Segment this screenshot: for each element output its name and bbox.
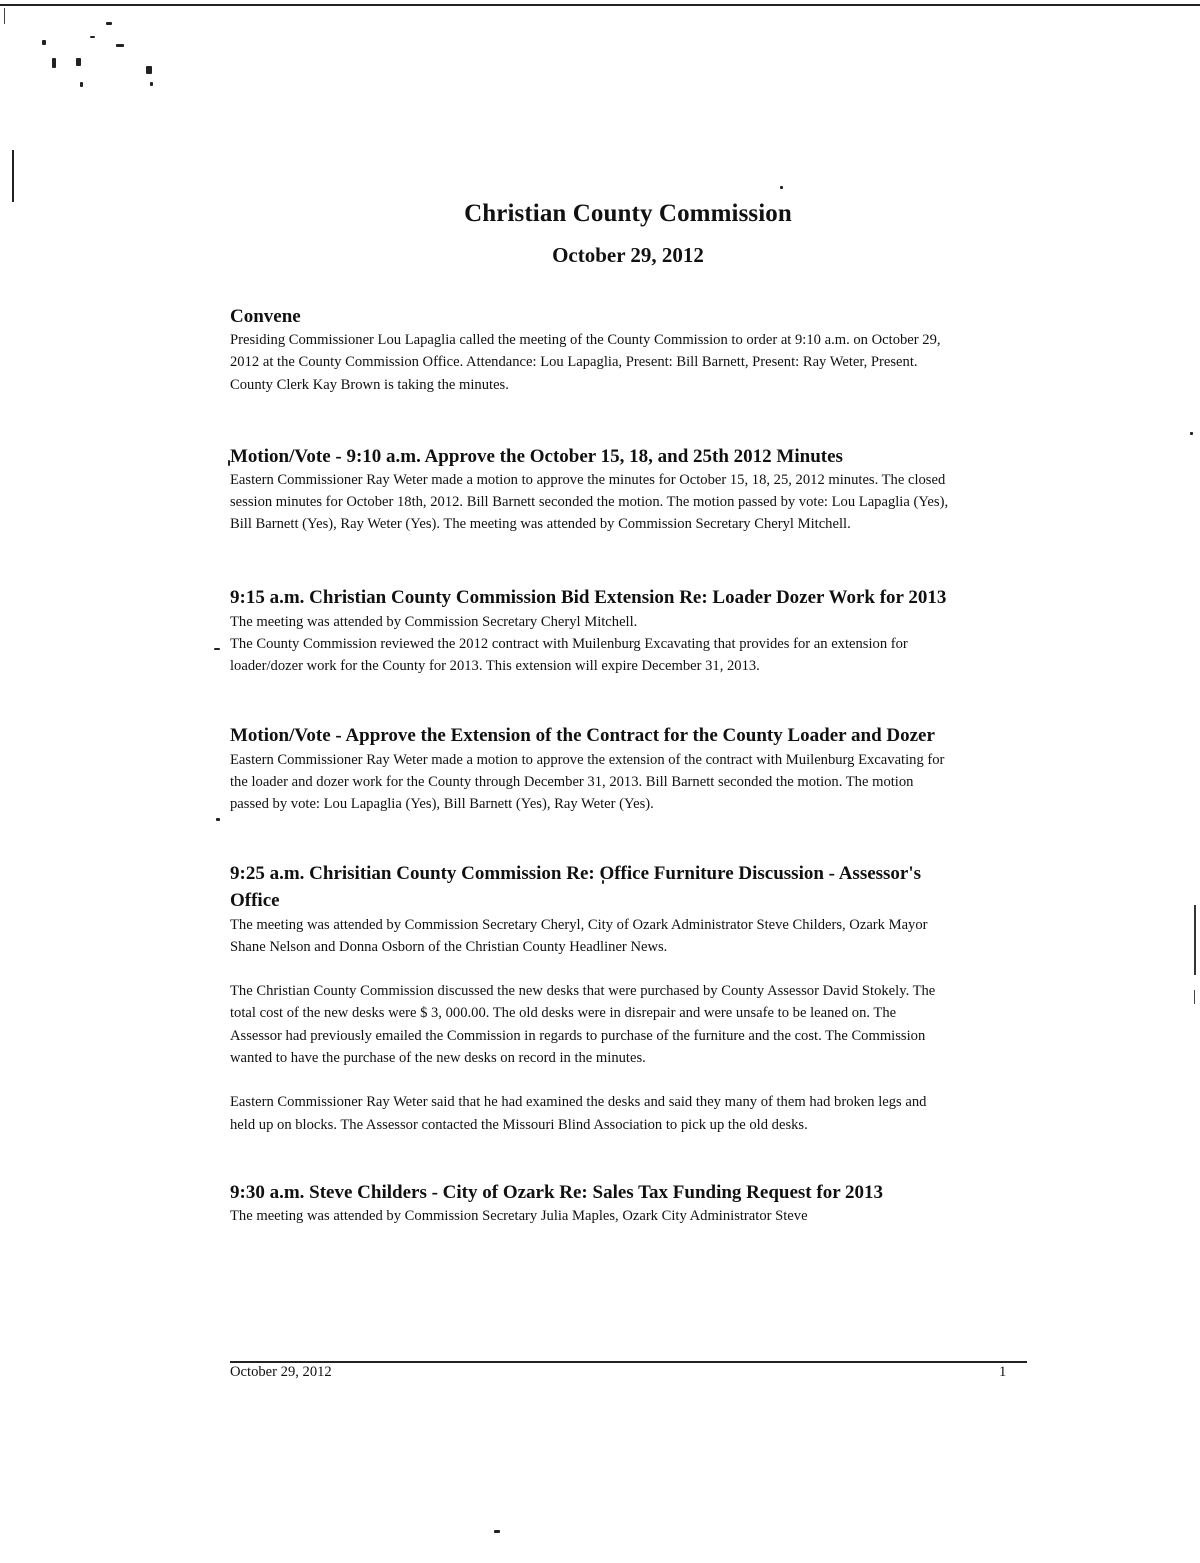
section-heading: 9:30 a.m. Steve Childers - City of Ozark Re: Sales Tax Funding Request for 2013 [230, 1181, 884, 1203]
section-paragraph: The meeting was attended by Commission Secretary Cheryl Mitchell. [230, 613, 638, 630]
scan-speck [494, 1530, 500, 1533]
section-convene [230, 304, 950, 396]
scan-speck [1190, 432, 1193, 435]
section-approve-extension [230, 722, 950, 816]
section-approve-minutes [230, 444, 950, 536]
scan-speck [52, 58, 56, 68]
section-heading: Convene [230, 306, 301, 327]
footer-rule [230, 1361, 1027, 1363]
section-bid-extension [230, 584, 950, 678]
section-paragraph: The meeting was attended by Commission Secretary Julia Maples, Ozark City Administrator Steve [230, 1207, 808, 1224]
scan-speck [150, 82, 153, 86]
scan-mark [12, 150, 14, 202]
scan-speck [214, 648, 220, 650]
scan-speck [42, 40, 46, 45]
minutes-body [230, 304, 950, 1227]
section-paragraph: The County Commission reviewed the 2012 contract with Muilenburg Excavating that provides for an extension for loader/dozer work for the County for 2013. This extension will expire December 31, 2013. [230, 636, 908, 675]
scan-speck [146, 66, 152, 74]
scan-mark [1194, 905, 1196, 975]
section-heading: Motion/Vote - 9:10 a.m. Approve the October 15, 18, and 25th 2012 Minutes [230, 445, 843, 467]
section-paragraph: Presiding Commissioner Lou Lapaglia called the meeting of the County Commission to order at 9:10 a.m. on October 29, 2012 at the County Commission Office. Attendance: Lou Lapaglia, Present: Bill Barnett, Present: Ray Weter, Present. County Clerk Kay Brown is taking the minutes. [230, 332, 941, 393]
section-paragraph: The meeting was attended by Commission Secretary Cheryl, City of Ozark Administrator Steve Childers, Ozark Mayor Shane Nelson and Donna Osborn of the Christian County Headliner News. [230, 916, 928, 955]
document-date: October 29, 2012 [552, 243, 704, 267]
scan-speck [80, 82, 83, 87]
section-office-furniture [230, 860, 950, 1136]
scan-speck [90, 36, 95, 38]
scan-speck [116, 44, 124, 47]
scan-speck [106, 22, 112, 25]
scan-top-rule [0, 4, 1200, 6]
scan-speck [216, 818, 220, 821]
section-paragraph: Eastern Commissioner Ray Weter made a motion to approve the minutes for October 15, 18, 25, 2012 minutes. The closed session minutes for October 18th, 2012. Bill Barnett seconded the motion. The motion passed by vote: Lou Lapaglia (Yes), Bill Barnett (Yes), Ray Weter (Yes). The meeting was attended by Commission Secretary Cheryl Mitchell. [230, 471, 949, 533]
section-paragraph: Eastern Commissioner Ray Weter said that he had examined the desks and said they many of them had broken legs and held up on blocks. The Assessor contacted the Missouri Blind Association to pick up the old desks. [230, 1094, 927, 1133]
section-heading: Motion/Vote - Approve the Extension of the Contract for the County Loader and Dozer [230, 724, 935, 746]
section-heading: 9:25 a.m. Chrisitian County Commission Re: Office Furniture Discussion - Assessor's Office [230, 862, 922, 911]
scan-speck [76, 58, 81, 66]
document-title: Christian County Commission [464, 200, 792, 227]
section-paragraph: Eastern Commissioner Ray Weter made a motion to approve the extension of the contract with Muilenburg Excavating for the loader and dozer work for the County through December 31, 2013. Bill Barnett seconded the motion. The motion passed by vote: Lou Lapaglia (Yes), Bill Barnett (Yes), Ray Weter (Yes). [230, 751, 945, 813]
section-sales-tax [230, 1180, 950, 1227]
section-heading: 9:15 a.m. Christian County Commission Bid Extension Re: Loader Dozer Work for 2013 [230, 586, 947, 608]
page-number: 1 [999, 1364, 1007, 1380]
footer-date: October 29, 2012 [230, 1364, 332, 1380]
scan-mark [4, 8, 5, 24]
section-paragraph: The Christian County Commission discussed the new desks that were purchased by County Assessor David Stokely. The total cost of the new desks were $ 3, 000.00. The old desks were in disrepair and were unsafe to be leaned on. The Assessor had previously emailed the Commission in regards to purchase of the furniture and the cost. The Commission wanted to have the purchase of the new desks on record in the minutes. [230, 983, 936, 1067]
scan-mark [1194, 990, 1195, 1004]
scan-speck [780, 186, 783, 189]
